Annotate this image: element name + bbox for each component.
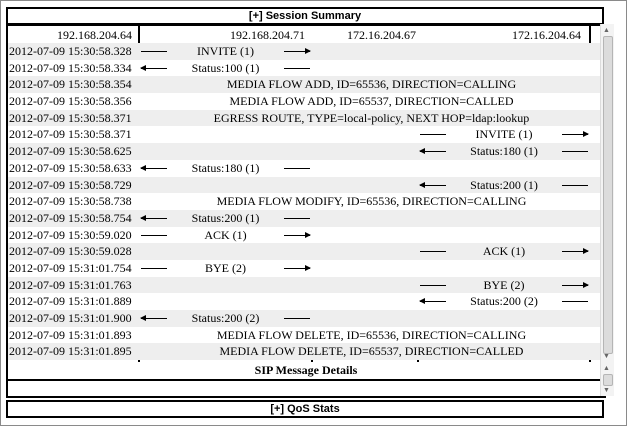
message-label[interactable]: Status:200 (1): [191, 210, 260, 225]
arrow-head-right: [284, 268, 310, 269]
arrow-head-left: [141, 218, 167, 219]
message-row[interactable]: [8, 243, 604, 260]
message-label[interactable]: INVITE (1): [197, 44, 254, 58]
message-label[interactable]: BYE (2): [205, 260, 246, 275]
scroll-down-icon[interactable]: ▼: [603, 352, 610, 360]
arrow-tail: [141, 268, 167, 269]
event-note: MEDIA FLOW ADD, ID=65537, DIRECTION=CALLED: [229, 94, 514, 109]
message-timestamp: 2012-07-09 15:30:58.334: [9, 60, 132, 75]
message-label[interactable]: BYE (2): [483, 277, 525, 292]
ladder-scrollbar[interactable]: [600, 24, 614, 362]
arrow-tail: [562, 301, 588, 302]
arrow-tail: [420, 134, 446, 135]
event-note: MEDIA FLOW DELETE, ID=65537, DIRECTION=CALLED: [219, 344, 524, 359]
message-timestamp: 2012-07-09 15:30:59.020: [9, 227, 132, 242]
message-row[interactable]: [8, 327, 604, 344]
arrow-head-left: [420, 301, 446, 302]
message-row[interactable]: [8, 143, 604, 160]
message-timestamp: 2012-07-09 15:30:58.371: [9, 127, 132, 142]
arrow-head-left: [141, 168, 167, 169]
message-label[interactable]: ACK (1): [204, 227, 247, 242]
message-row[interactable]: [8, 277, 604, 294]
message-timestamp: 2012-07-09 15:31:01.754: [9, 260, 132, 275]
message-label[interactable]: Status:200 (2): [470, 294, 538, 309]
message-row[interactable]: [8, 260, 604, 277]
message-label[interactable]: Status:200 (1): [470, 177, 538, 192]
message-row[interactable]: [8, 110, 604, 127]
event-note: MEDIA FLOW DELETE, ID=65536, DIRECTION=CALLING: [216, 327, 527, 342]
arrow-head-right: [284, 235, 310, 236]
message-timestamp: 2012-07-09 15:30:58.625: [9, 144, 132, 159]
message-timestamp: 2012-07-09 15:31:01.895: [9, 344, 132, 359]
message-row[interactable]: [8, 76, 604, 93]
message-row[interactable]: [8, 343, 604, 360]
message-row[interactable]: [8, 60, 604, 77]
message-timestamp: 2012-07-09 15:30:58.754: [9, 210, 132, 225]
message-label[interactable]: Status:180 (1): [470, 144, 538, 159]
arrow-tail: [420, 251, 446, 252]
scroll-up-icon[interactable]: ▲: [603, 26, 610, 34]
message-timestamp: 2012-07-09 15:30:59.028: [9, 244, 132, 259]
host-header: [8, 26, 604, 43]
scrollbar-thumb[interactable]: [603, 36, 613, 354]
event-note: MEDIA FLOW MODIFY, ID=65536, DIRECTION=CALLING: [216, 194, 527, 209]
message-timestamp: 2012-07-09 15:31:01.900: [9, 311, 132, 325]
host-label: 172.16.204.64: [512, 28, 581, 42]
message-row[interactable]: [8, 177, 604, 194]
session-summary-toggle[interactable]: [+] Session Summary: [6, 7, 604, 25]
arrow-head-right: [562, 134, 588, 135]
arrow-tail: [562, 151, 588, 152]
message-row[interactable]: [8, 126, 604, 143]
sip-details-title: SIP Message Details: [8, 362, 604, 381]
arrow-head-left: [420, 151, 446, 152]
message-timestamp: 2012-07-09 15:31:01.763: [9, 277, 132, 292]
message-label[interactable]: Status:180 (1): [191, 160, 260, 175]
arrow-tail: [141, 235, 167, 236]
qos-stats-toggle[interactable]: [+] QoS Stats: [6, 400, 604, 418]
arrow-head-right: [562, 285, 588, 286]
message-label[interactable]: INVITE (1): [475, 127, 533, 142]
message-row[interactable]: [8, 43, 604, 60]
arrow-tail: [284, 218, 310, 219]
message-timestamp: 2012-07-09 15:30:58.354: [9, 77, 132, 92]
sip-ladder-diagram: [6, 24, 606, 366]
arrow-tail: [420, 285, 446, 286]
arrow-head-left: [420, 185, 446, 186]
arrow-head-left: [141, 318, 167, 319]
message-timestamp: 2012-07-09 15:30:58.738: [9, 194, 132, 209]
message-timestamp: 2012-07-09 15:30:58.729: [9, 177, 132, 192]
message-list: [8, 43, 604, 360]
message-timestamp: 2012-07-09 15:30:58.633: [9, 160, 132, 175]
message-timestamp: 2012-07-09 15:30:58.371: [9, 110, 132, 125]
message-row[interactable]: [8, 293, 604, 310]
scroll-down-icon[interactable]: ▼: [603, 386, 610, 394]
arrow-tail: [141, 51, 167, 52]
scrollbar-thumb[interactable]: [603, 374, 613, 386]
message-row[interactable]: [8, 210, 604, 227]
arrow-head-left: [141, 68, 167, 69]
message-row[interactable]: [8, 227, 604, 244]
message-row[interactable]: [8, 93, 604, 110]
details-scrollbar[interactable]: [600, 362, 614, 396]
host-label: 192.168.204.64: [57, 28, 132, 42]
message-row[interactable]: [8, 160, 604, 177]
arrow-tail: [562, 185, 588, 186]
host-label: 172.16.204.67: [347, 28, 416, 42]
host-label: 192.168.204.71: [230, 28, 305, 42]
scroll-up-icon[interactable]: ▲: [603, 364, 610, 372]
message-label[interactable]: ACK (1): [482, 244, 526, 259]
sip-message-details: [6, 362, 606, 398]
event-note: MEDIA FLOW ADD, ID=65536, DIRECTION=CALLING: [226, 77, 517, 92]
message-timestamp: 2012-07-09 15:31:01.893: [9, 327, 132, 342]
message-row[interactable]: [8, 193, 604, 210]
message-row[interactable]: [8, 310, 604, 327]
message-label[interactable]: Status:100 (1): [191, 60, 260, 75]
message-label[interactable]: Status:200 (2): [191, 311, 260, 325]
arrow-head-right: [284, 51, 310, 52]
arrow-tail: [284, 168, 310, 169]
message-timestamp: 2012-07-09 15:30:58.328: [9, 44, 132, 58]
arrow-tail: [284, 68, 310, 69]
message-timestamp: 2012-07-09 15:30:58.356: [9, 94, 132, 109]
arrow-head-right: [562, 251, 588, 252]
arrow-tail: [284, 318, 310, 319]
message-timestamp: 2012-07-09 15:31:01.889: [9, 294, 132, 309]
event-note: EGRESS ROUTE, TYPE=local-policy, NEXT HOP=ldap:lookup: [213, 110, 530, 125]
